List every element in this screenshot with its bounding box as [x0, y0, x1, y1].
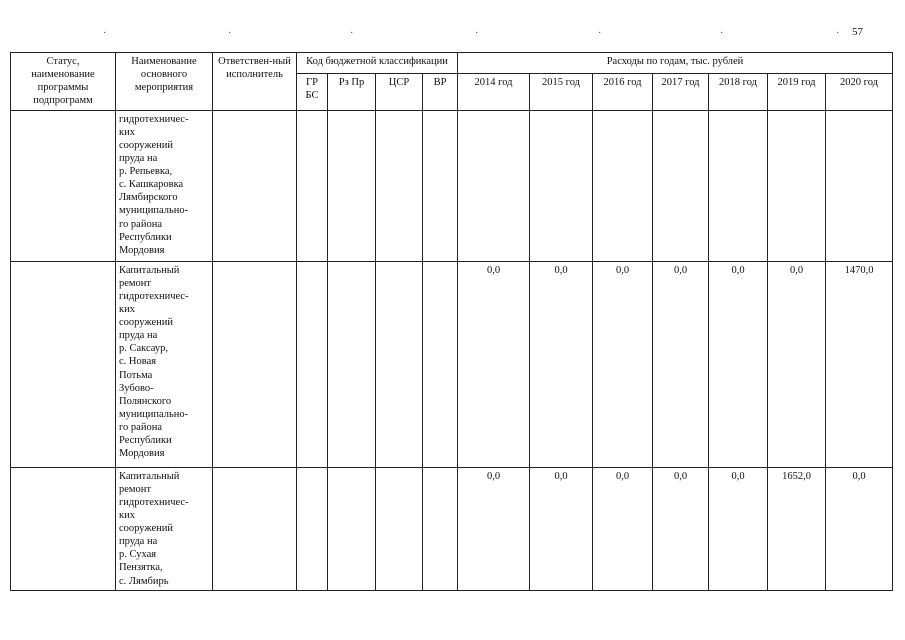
table-row [11, 261, 893, 467]
table-row [11, 467, 893, 590]
value-2019: 1652,0 [768, 467, 826, 590]
header-code-vr: ВР [423, 74, 458, 110]
measure-line: Потьма [119, 369, 153, 381]
measure-line: с. Лямбирь [119, 575, 169, 587]
budget-table [10, 52, 893, 591]
value-2019: 0,0 [768, 261, 826, 467]
executor-cell [213, 110, 297, 261]
value-2016: 0,0 [593, 467, 653, 590]
scan-dot: · [598, 28, 602, 39]
header-code-csr: ЦСР [376, 74, 423, 110]
header-year-2014: 2014 год [458, 74, 530, 110]
measure-line: го района [119, 422, 162, 433]
code-cell [423, 467, 458, 590]
measure-cell [116, 110, 213, 261]
value-2017 [653, 110, 709, 261]
measure-line: муниципально- [119, 205, 189, 217]
value-2020: 1470,0 [826, 261, 893, 467]
header-code-rzpr: Рз Пр [328, 74, 376, 110]
code-cell [328, 467, 376, 590]
value-2018: 0,0 [709, 467, 768, 590]
measure-line: Капитальный [119, 470, 180, 482]
header-code-grbs: ГР БС [297, 74, 328, 110]
measure-line: р. Сухая [119, 549, 157, 561]
measure-cell [116, 261, 213, 467]
measure-line: Лямбирского [119, 192, 178, 204]
value-2015: 0,0 [530, 467, 593, 590]
scan-dot: · [475, 28, 479, 39]
measure-line: Капитальный [119, 264, 180, 276]
measure-line: с. Новая [119, 356, 157, 368]
code-cell [376, 261, 423, 467]
measure-line: Зубово- [119, 382, 154, 394]
value-2015: 0,0 [530, 261, 593, 467]
measure-line: ких [119, 303, 135, 315]
value-2017: 0,0 [653, 467, 709, 590]
value-2016 [593, 110, 653, 261]
measure-line: сооружений [119, 317, 174, 328]
measure-line: с. Кашкаровка [119, 179, 184, 191]
measure-line: го района [119, 218, 162, 230]
measure-line: ких [119, 509, 135, 521]
header-budget-code: Код бюджетной классификации [297, 53, 458, 74]
measure-line: ремонт [119, 483, 152, 495]
scan-dot: · [228, 28, 232, 39]
value-2014 [458, 110, 530, 261]
scan-dot: · [836, 28, 840, 39]
measure-line: пруда на [119, 536, 158, 548]
measure-line: Полянского [119, 395, 172, 407]
measure-line: пруда на [119, 152, 158, 164]
measure-line: р. Репьевка, [119, 166, 173, 177]
measure-line: гидротехничес- [119, 113, 189, 125]
value-2018 [709, 110, 768, 261]
code-cell [297, 261, 328, 467]
value-2018: 0,0 [709, 261, 768, 467]
page-number: 57 [852, 26, 863, 38]
header-executor: Ответствен-ный исполнитель [213, 53, 297, 111]
executor-cell [213, 261, 297, 467]
status-cell [11, 110, 116, 261]
measure-line: гидротехничес- [119, 290, 189, 302]
measure-line: муниципально- [119, 408, 189, 420]
value-2020 [826, 110, 893, 261]
value-2014: 0,0 [458, 467, 530, 590]
table-row [11, 110, 893, 261]
header-year-2016: 2016 год [593, 74, 653, 110]
measure-line: пруда на [119, 330, 158, 342]
measure-line: р. Саксаур, [119, 343, 169, 355]
value-2014: 0,0 [458, 261, 530, 467]
measure-line: Республики [119, 435, 172, 447]
value-2020: 0,0 [826, 467, 893, 590]
measure-cell [116, 467, 213, 590]
header-year-2015: 2015 год [530, 74, 593, 110]
measure-line: сооружений [119, 139, 174, 151]
scan-dot: · [103, 28, 107, 39]
header-year-2017: 2017 год [653, 74, 709, 110]
measure-line: ремонт [119, 277, 152, 289]
value-2017: 0,0 [653, 261, 709, 467]
code-cell [328, 110, 376, 261]
scan-dot: · [720, 28, 724, 39]
measure-line: Мордовия [119, 448, 165, 460]
value-2019 [768, 110, 826, 261]
header-expenses: Расходы по годам, тыс. рублей [458, 53, 893, 74]
code-cell [297, 110, 328, 261]
value-2015 [530, 110, 593, 261]
code-cell [376, 110, 423, 261]
code-cell [328, 261, 376, 467]
status-cell [11, 467, 116, 590]
header-year-2018: 2018 год [709, 74, 768, 110]
status-cell [11, 261, 116, 467]
scan-dot: · [350, 28, 354, 39]
measure-line: ких [119, 126, 135, 138]
value-2016: 0,0 [593, 261, 653, 467]
code-cell [423, 261, 458, 467]
code-cell [423, 110, 458, 261]
measure-line: сооружений [119, 523, 174, 534]
header-status: Статус, наименование программы подпрограмм [11, 53, 116, 111]
header-measure: Наименование основного мероприятия [116, 53, 213, 111]
executor-cell [213, 467, 297, 590]
header-year-2019: 2019 год [768, 74, 826, 110]
code-cell [297, 467, 328, 590]
measure-line: Республики [119, 231, 172, 243]
measure-line: Пензятка, [119, 562, 163, 574]
measure-line: гидротехничес- [119, 496, 189, 508]
measure-line: Мордовия [119, 244, 165, 256]
header-year-2020: 2020 год [826, 74, 893, 110]
code-cell [376, 467, 423, 590]
